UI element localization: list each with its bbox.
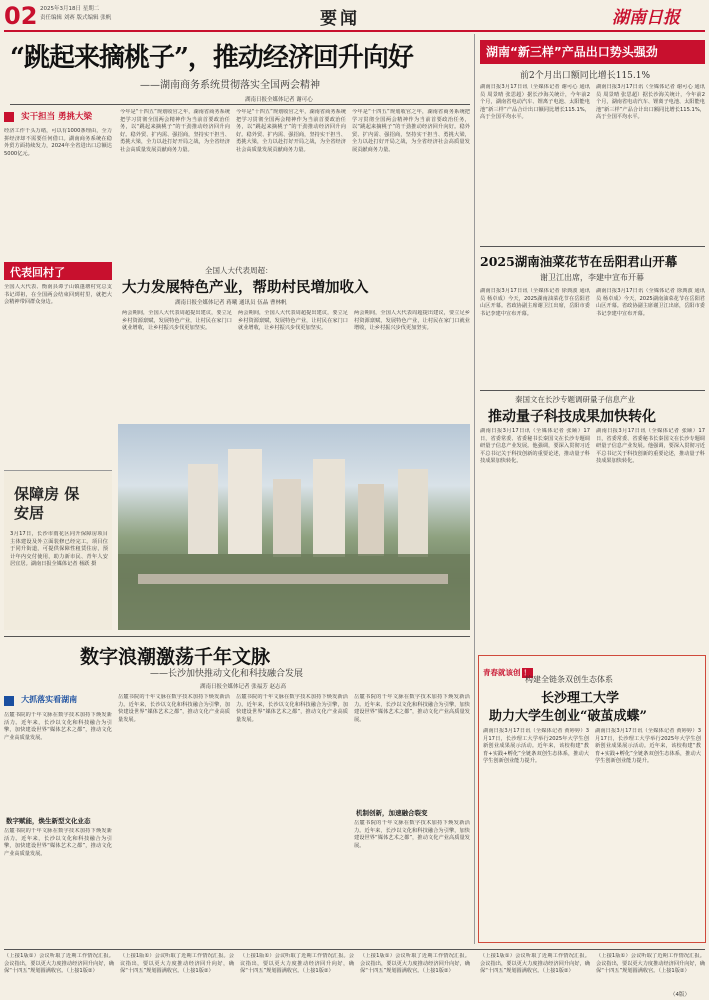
youth-tag [483,660,533,677]
housing-photo [118,424,470,630]
youth-tag-label: 青春就该创 [483,668,521,677]
digital-body-col1: 岳麓书院的千年文脉在数字技术加持下焕发新活力。近年来，长沙以文化和科技融合为引擎，加快建设世界“媒体艺术之都”，推动文化产业高质量发展。 [118,694,230,723]
youth-lead: 构建全链条双创生态体系 [525,675,613,684]
rapeseed-body-col1: 湖南日报3月17日讯（全媒体记者 徐典波 通讯员 杨卓成）今天，2025湖南油菜花节在岳阳君山区开幕。省政协副主席谢卫江出席，岳阳市委书记李建中宣布开幕。 [480,288,590,317]
digital-subhead-1: 数字赋能，焕生新型文化业态 [6,817,91,825]
bottom-col1: （上接1版①）会议听取了近期工作情况汇报。会议指出，要以更大力度推动经济回升向好，确保“十四五”规划圆满收官。（上接1版②） [4,953,114,975]
digital-body-col0b: 岳麓书院的千年文脉在数字技术加持下焕发新活力。近年来，长沙以文化和科技融合为引擎，加快建设世界“媒体艺术之都”，推动文化产业高质量发展。 [4,828,112,857]
main-headline: “跳起来摘桃子”，推动经济回升向好 [10,43,413,73]
newspaper-logo: 湖南日报 [612,8,680,28]
tech-body-col2: 湖南日报3月17日讯（全媒体记者 张颐）17日，省委常委、省委秘书长秦国文在长沙专题调研量子信息产业发展。他强调，要深入贯彻习近平总书记关于科技创新的重要论述，推动量子科技成果加快转化。 [596,428,705,465]
photo-caption-title: 保障房 保安居 [14,485,80,522]
right-divider [474,34,475,944]
youth-body-col1: 湖南日报3月17日讯（全媒体记者 黄婷婷）3月17日，长沙理工大学举行2025年大学生创新创业成果展示活动。近年来，该校构建“教育+实践+孵化”全链条双创生态体系，推动大学生创新创业能力提升。 [483,728,589,765]
bottom-col5: （上接1版①）会议听取了近期工作情况汇报。会议指出，要以更大力度推动经济回升向好，确保“十四五”规划圆满收官。（上接1版②） [480,953,590,975]
main-body-col2: 今年是“十四五”规划收官之年，湖南省商务系统把学习贯彻全国两会精神作为当前首要政治任务，以“跳起来摘桃子”的干劲推动经济回升向好。稳外贸、扩内需、强招商，坚持实干担当、勇挑大梁，全力以赴打好开局之战，为全省经济社会高质量发展贡献商务力量。 [236,109,346,153]
pboc-headline: 大力发展特色产业，帮助村民増加收入 [122,279,369,296]
tech-body-col1: 湖南日报3月17日讯（全媒体记者 张颐）17日，省委常委、省委秘书长秦国文在长沙专题调研量子信息产业发展。他强调，要深入贯彻习近平总书记关于科技创新的重要论述，推动量子科技成果加快转化。 [480,428,590,465]
digital-byline: 湖南日报全媒体记者 张福芳 赵志高 [200,684,286,690]
newthree-body-col2: 湖南日报3月17日讯（全媒体记者 谢可心 通讯员 周景晴 张思超）据长沙海关统计，今年前2个月，湖南省电动汽车、锂离子电池、太阳能电池“新三样”产品合计出口额同比增长115.1%，高于全国平均水平。 [596,84,705,121]
page-number: 02 [4,2,38,30]
pboc-body-col2: 两会期间，全国人大代表周超提出建议，要立足乡村资源禀赋，发展特色产业，让村民在家门口就业增收，让乡村振兴步伐更加坚实。 [238,310,348,332]
digital-body-col3: 岳麓书院的千年文脉在数字技术加持下焕发新活力。近年来，长沙以文化和科技融合为引擎，加快建设世界“媒体艺术之都”，推动文化产业高质量发展。 [354,694,470,723]
editors-line: 责任编辑 刘赛 版式编辑 张帆 [40,15,112,21]
pboc-body-col3: 两会期间，全国人大代表周超提出建议，要立足乡村资源禀赋，发展特色产业，让村民在家门口就业增收，让乡村振兴步伐更加坚实。 [354,310,470,332]
tech-lead: 秦国文在长沙专题调研量子信息产业 [515,395,635,404]
photo-caption-box [4,470,112,630]
youth-title-1: 长沙理工大学 [541,691,620,706]
left-text-2: 全国人大代表、衡南县谭子山镇蓬塘村党总支书记谭祖，在全国两会结束回到村里，就把大会精神带回群众身边。 [4,284,112,306]
youth-box [478,655,706,943]
bottom-col2: （上接1版①）会议听取了近期工作情况汇报。会议指出，要以更大力度推动经济回升向好，确保“十四五”规划圆满收官。（上接1版②） [120,953,234,975]
youth-tag-mark: ！ [523,669,531,677]
main-body-col3: 今年是“十四五”规划收官之年，湖南省商务系统把学习贯彻全国两会精神作为当前首要政治任务，以“跳起来摘桃子”的干劲推动经济回升向好。稳外贸、扩内需、强招商，坚持实干担当、勇挑大梁，全力以赴打好开局之战，为全省经济社会高质量发展贡献商务力量。 [352,109,470,153]
tag-shigan [4,110,112,124]
rapeseed-body-col2: 湖南日报3月17日讯（全媒体记者 徐典波 通讯员 杨卓成）今天，2025湖南油菜花节在岳阳君山区开幕。省政协副主席谢卫江出席，岳阳市委书记李建中宣布开幕。 [596,288,705,317]
digital-subhead-2: 机制创新，加速融合裂变 [356,809,428,817]
tag-shigan-label: 实干担当 勇挑大梁 [21,112,93,122]
section-title: 要闻 [320,9,360,29]
left-text-1: 经济工作千头万绪，可以有1000条理由，全力拼经济却不需要任何借口。湖南商务系统在稳外贸方面持续发力，2024年全省进出口总额达5000亿元。 [4,128,112,157]
main-body-col1: 今年是“十四五”规划收官之年，湖南省商务系统把学习贯彻全国两会精神作为当前首要政治任务，以“跳起来摘桃子”的干劲推动经济回升向好。稳外贸、扩内需、强招商，坚持实干担当、勇挑大梁，全力以赴打好开局之战，为全省经济社会高质量发展贡献商务力量。 [120,109,230,153]
pboc-body-col1: 两会期间，全国人大代表周超提出建议，要立足乡村资源禀赋，发展特色产业，让村民在家门口就业增收，让乡村振兴步伐更加坚实。 [122,310,232,332]
tag-daizhua-label: 大抓落实看湖南 [21,695,78,704]
bottom-col4: （上接1版①）会议听取了近期工作情况汇报。会议指出，要以更大力度推动经济回升向好，确保“十四五”规划圆满收官。（上接1版②） [360,953,470,975]
bottom-col3: （上接1版①）会议听取了近期工作情况汇报。会议指出，要以更大力度推动经济回升向好，确保“十四五”规划圆满收官。（上接1版②） [240,953,354,975]
youth-title-2: 助力大学生创业“破茧成蝶” [489,709,647,724]
tag-daizhua [4,694,112,708]
main-byline: 湖南日报全媒体记者 谢可心 [245,97,313,103]
tag-daibiao-label: 代表回村了 [10,266,65,279]
tag-daizhua-mark [4,696,14,706]
pboc-lead: 全国人大代表周超： [205,266,273,275]
photo-caption-text: 3月17日，长沙市雨花区同升保障房项目主体建设及外立面装修已经完工。项目位于同升街道，可提供保障性租赁住房，预计年内交付使用，助力新市民、青年人安居宜居。湖南日报全媒体记者 杨跃 摄 [10,531,108,568]
digital-body-col3b: 岳麓书院的千年文脉在数字技术加持下焕发新活力。近年来，长沙以文化和科技融合为引擎，加快建设世界“媒体艺术之都”，推动文化产业高质量发展。 [354,820,470,849]
masthead-rule [4,30,705,32]
tech-headline: 推动量子科技成果加快转化 [488,409,656,425]
bottom-col6: （上接1版①）会议听取了近期工作情况汇报。会议指出，要以更大力度推动经济回升向好，确保“十四五”规划圆满收官。（上接1版②） [596,953,705,975]
digital-body-col2: 岳麓书院的千年文脉在数字技术加持下焕发新活力。近年来，长沙以文化和科技融合为引擎，加快建设世界“媒体艺术之都”，推动文化产业高质量发展。 [236,694,348,723]
digital-headline: 数字浪潮激荡千年文脉 [80,646,271,668]
housing-photo-art [118,424,470,630]
digital-subtitle: ——长沙加快推动文化和科技融合发展 [150,669,304,679]
rapeseed-headline: 2025湖南油菜花节在岳阳君山开幕 [480,254,678,269]
main-subtitle: ——湖南商务系统贯彻落实全国两会精神 [140,80,320,91]
bottom-footnote: （4版） [670,992,690,998]
newthree-headline: 湖南“新三样”产品出口势头强劲 [480,40,705,64]
tag-daibiao [4,262,112,280]
pboc-byline: 湖南日报全媒体记者 蒋曦 通讯员 伍晶 曹林帆 [175,300,287,306]
issue-date: 2025年3月18日 星期二 [40,6,100,12]
digital-body-col0: 岳麓书院的千年文脉在数字技术加持下焕发新活力。近年来，长沙以文化和科技融合为引擎，加快建设世界“媒体艺术之都”，推动文化产业高质量发展。 [4,712,112,741]
tag-shigan-mark [4,112,14,122]
rapeseed-subtitle: 谢卫江出席，李建中宣布开幕 [540,273,644,282]
youth-body-col2: 湖南日报3月17日讯（全媒体记者 黄婷婷）3月17日，长沙理工大学举行2025年大学生创新创业成果展示活动。近年来，该校构建“教育+实践+孵化”全链条双创生态体系，推动大学生创新创业能力提升。 [595,728,701,765]
masthead [0,0,709,30]
newthree-subtitle: 前2个月出口额同比增长115.1% [520,71,651,81]
newthree-body-col1: 湖南日报3月17日讯（全媒体记者 谢可心 通讯员 周景晴 张思超）据长沙海关统计，今年前2个月，湖南省电动汽车、锂离子电池、太阳能电池“新三样”产品合计出口额同比增长115.1%，高于全国平均水平。 [480,84,590,121]
